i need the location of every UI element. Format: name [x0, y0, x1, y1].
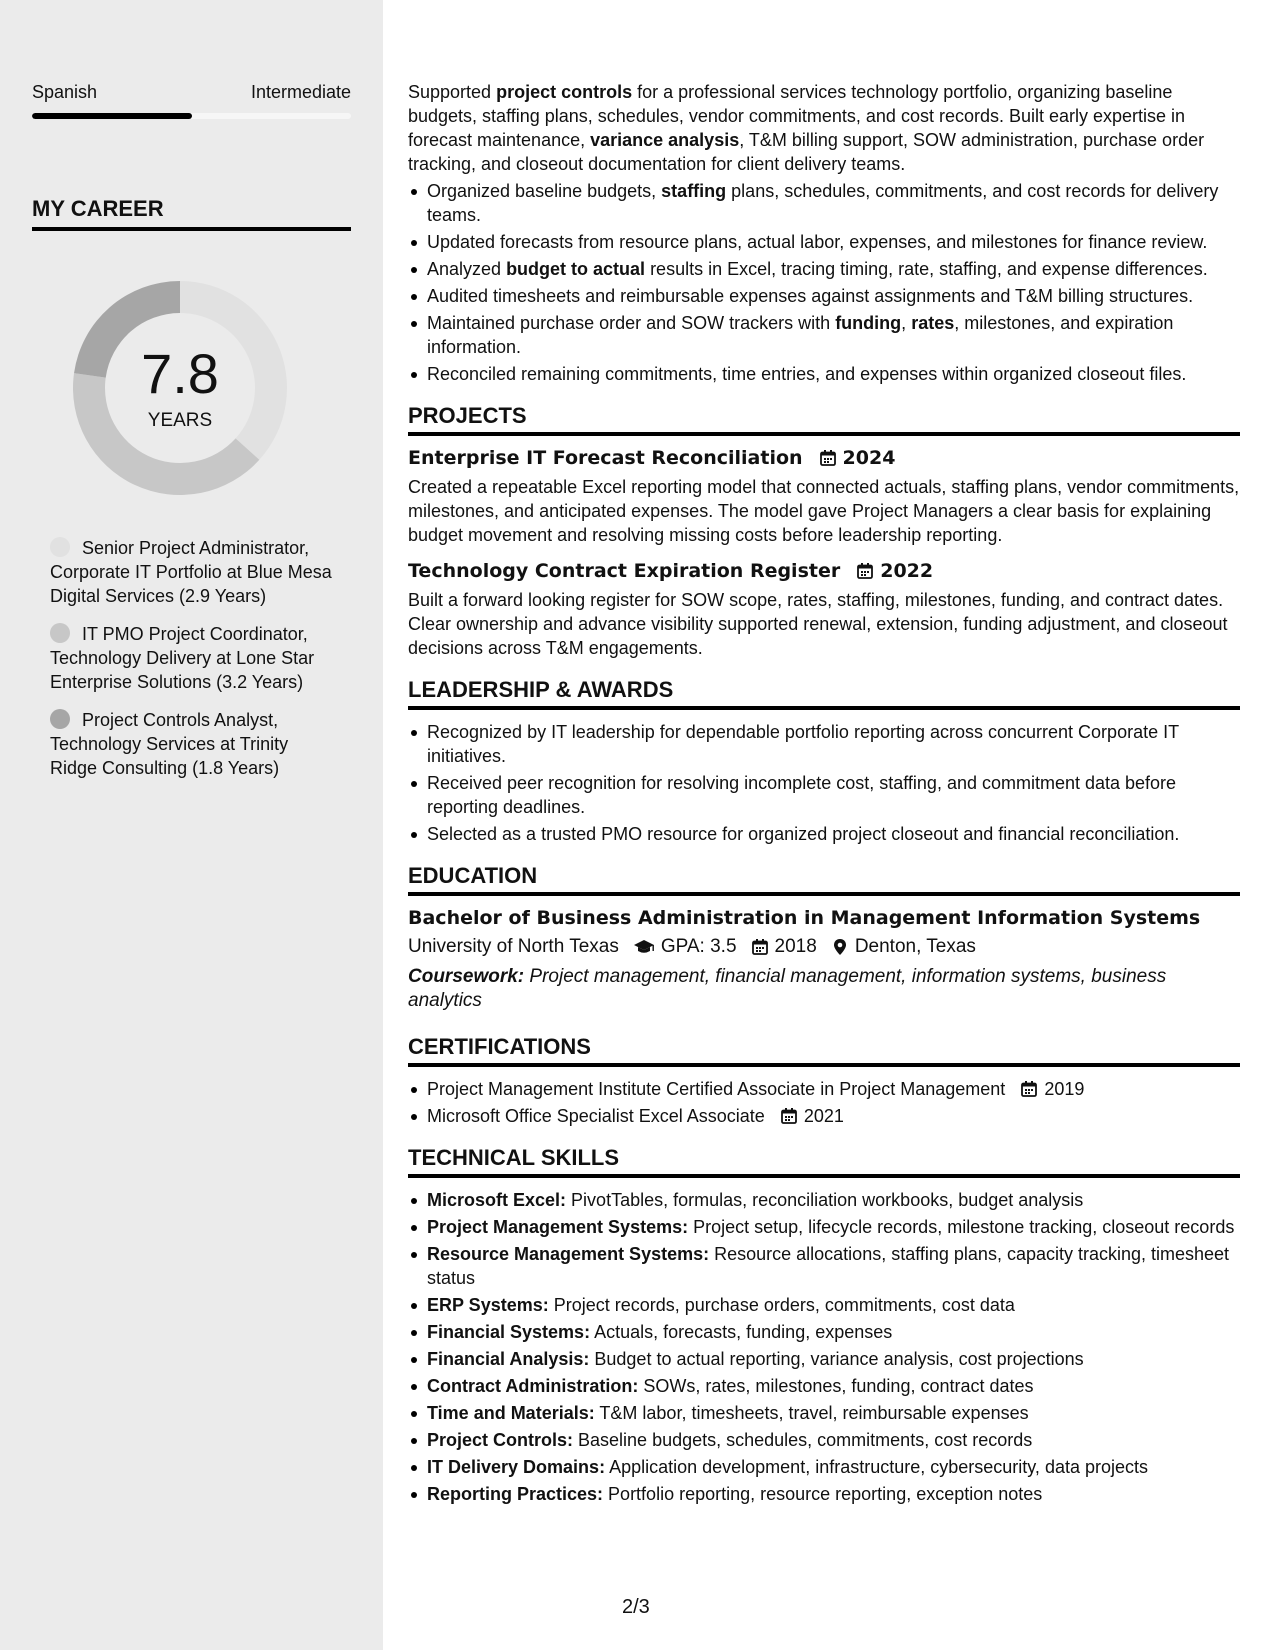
education-section-title: EDUCATION [408, 864, 1240, 896]
career-total-years: 7.8 [141, 342, 219, 405]
legend-dot-icon [50, 623, 70, 643]
project-name: Enterprise IT Forecast Reconciliation [408, 447, 803, 469]
education-meta-row [408, 935, 1240, 959]
skill-label: Reporting Practices: [427, 1484, 604, 1504]
skill-label: Time and Materials: [427, 1403, 595, 1423]
career-item [50, 536, 340, 608]
certification-name: Microsoft Office Specialist Excel Associate [427, 1106, 765, 1126]
skill-item [427, 1482, 1240, 1506]
bullet-text: Maintained purchase order and SOW trackers with [427, 313, 836, 333]
calendar-icon [1020, 1080, 1038, 1098]
language-proficiency-bar [32, 113, 351, 119]
calendar-icon [856, 562, 874, 580]
skill-text: Baseline budgets, schedules, commitments, cost records [573, 1430, 1033, 1450]
career-item-text: IT PMO Project Coordinator, Technology Delivery at Lone Star Enterprise Solutions (3.2 Years) [50, 624, 315, 692]
certification-item [427, 1077, 1240, 1101]
education-year: 2018 [774, 936, 817, 957]
bullet-text: , milestones, and expiration information. [427, 313, 1174, 357]
bullet-text: Reconciled remaining commitments, time entries, and expenses within organized closeout files. [427, 364, 1187, 384]
career-section-title: MY CAREER [32, 196, 164, 221]
skill-item [427, 1320, 1240, 1344]
skill-item [427, 1455, 1240, 1479]
skill-text: Actuals, forecasts, funding, expenses [590, 1322, 893, 1342]
skill-label: Resource Management Systems: [427, 1244, 710, 1264]
summary-bold: project controls [496, 82, 633, 102]
main-content [408, 80, 1240, 1509]
coursework-text: Project management, financial management, information systems, business analytics [408, 966, 1167, 1011]
certification-year: 2021 [803, 1106, 844, 1126]
certification-year: 2019 [1044, 1079, 1085, 1099]
bullet-bold: funding [835, 313, 902, 333]
calendar-icon [780, 1107, 798, 1125]
skill-label: Financial Systems: [427, 1322, 591, 1342]
legend-dot-icon [50, 709, 70, 729]
skill-label: Microsoft Excel: [427, 1190, 567, 1210]
education-school: University of North Texas [408, 936, 619, 957]
sidebar [0, 0, 383, 1650]
summary-bold: variance analysis [590, 130, 740, 150]
skill-text: Project records, purchase orders, commitments, cost data [548, 1295, 1015, 1315]
skill-text: Resource allocations, staffing plans, capacity tracking, timesheet status [427, 1244, 1230, 1288]
leadership-section-title: LEADERSHIP & AWARDS [408, 678, 1240, 710]
calendar-icon [819, 449, 837, 467]
bullet-item [427, 362, 1240, 386]
language-name: Spanish [32, 82, 98, 102]
bullet-item [427, 230, 1240, 254]
project-title-row [408, 446, 1240, 470]
coursework-label: Coursework: [408, 966, 525, 987]
skill-text: Budget to actual reporting, variance analysis, cost projections [589, 1349, 1084, 1369]
skills-list [408, 1188, 1240, 1506]
project-item [408, 446, 1240, 547]
skill-text: T&M labor, timesheets, travel, reimbursable expenses [594, 1403, 1029, 1423]
education-location: Denton, Texas [854, 936, 976, 957]
career-item-text: Project Controls Analyst, Technology Services at Trinity Ridge Consulting (1.8 Years) [50, 710, 289, 778]
skill-label: Contract Administration: [427, 1376, 639, 1396]
bullet-text: Audited timesheets and reimbursable expenses against assignments and T&M billing structures. [427, 286, 1194, 306]
calendar-icon [751, 938, 769, 956]
bullet-item [427, 284, 1240, 308]
skill-label: Financial Analysis: [427, 1349, 590, 1369]
skill-text: Application development, infrastructure, cybersecurity, data projects [605, 1457, 1148, 1477]
skill-text: PivotTables, formulas, reconciliation workbooks, budget analysis [566, 1190, 1084, 1210]
project-year: 2022 [880, 560, 934, 582]
skill-label: Project Management Systems: [427, 1217, 689, 1237]
project-year: 2024 [842, 447, 896, 469]
leadership-item: Recognized by IT leadership for dependable portfolio reporting across concurrent Corporate IT initiatives. [427, 720, 1240, 768]
summary-text: Supported [408, 82, 497, 102]
skill-label: ERP Systems: [427, 1295, 549, 1315]
career-list [50, 536, 340, 794]
skill-text: SOWs, rates, milestones, funding, contract dates [638, 1376, 1034, 1396]
location-pin-icon [831, 938, 849, 956]
summary-text: , T&M billing support, SOW administration, purchase order tracking, and closeout documentation for client delivery teams. [408, 130, 1205, 174]
career-item-text: Senior Project Administrator, Corporate IT Portfolio at Blue Mesa Digital Services (2.9 Years) [50, 538, 332, 606]
skill-label: IT Delivery Domains: [427, 1457, 606, 1477]
leadership-item: Received peer recognition for resolving incomplete cost, staffing, and commitment data before reporting deadlines. [427, 771, 1240, 819]
project-title-row [408, 559, 1240, 583]
summary-paragraph [408, 80, 1240, 176]
certifications-list [408, 1077, 1240, 1128]
language-level: Intermediate [250, 82, 351, 102]
career-years-unit: YEARS [147, 410, 213, 431]
project-item [408, 559, 1240, 660]
experience-bullets [408, 179, 1240, 386]
bullet-text: , [901, 313, 912, 333]
skill-text: Portfolio reporting, resource reporting, exception notes [603, 1484, 1043, 1504]
education-gpa: GPA: 3.5 [660, 936, 737, 957]
leadership-item: Selected as a trusted PMO resource for organized project closeout and financial reconciliation. [427, 822, 1240, 846]
education-degree: Bachelor of Business Administration in Management Information Systems [408, 907, 1201, 929]
bullet-text: Analyzed [427, 259, 507, 279]
certifications-section-title: CERTIFICATIONS [408, 1035, 1240, 1067]
certification-name: Project Management Institute Certified Associate in Project Management [427, 1079, 1006, 1099]
skill-item [427, 1347, 1240, 1371]
skill-item [427, 1215, 1240, 1239]
skill-text: Project setup, lifecycle records, milestone tracking, closeout records [688, 1217, 1235, 1237]
skills-section-title: TECHNICAL SKILLS [408, 1146, 1240, 1178]
certification-item [427, 1104, 1240, 1128]
skill-item [427, 1293, 1240, 1317]
education-coursework [408, 965, 1240, 1013]
bullet-bold: rates [911, 313, 955, 333]
career-item [50, 708, 340, 780]
bullet-item [427, 311, 1240, 359]
bullet-text: Updated forecasts from resource plans, actual labor, expenses, and milestones for finance review. [427, 232, 1208, 252]
language-proficiency-fill [32, 113, 192, 119]
graduation-cap-icon [633, 938, 655, 956]
career-section-rule [32, 227, 351, 231]
project-description: Built a forward looking register for SOW scope, rates, staffing, milestones, funding, and contract dates. Clear ownership and advance visibility supported renewal, extension, funding adjustment, and closeout decisions across T&M engagements. [408, 590, 1228, 658]
bullet-item [427, 179, 1240, 227]
project-name: Technology Contract Expiration Register [408, 560, 841, 582]
career-item [50, 622, 340, 694]
bullet-item [427, 257, 1240, 281]
bullet-bold: staffing [661, 181, 727, 201]
skill-item [427, 1374, 1240, 1398]
skill-item [427, 1401, 1240, 1425]
bullet-text: Organized baseline budgets, [427, 181, 662, 201]
skill-item [427, 1428, 1240, 1452]
skill-item [427, 1242, 1240, 1290]
leadership-list [408, 720, 1240, 846]
page-number: 2/3 [622, 1596, 650, 1618]
summary-text: for a professional services technology portfolio, organizing baseline budgets, staffing plans, schedules, vendor commitments, and cost records. Built early expertise in forecast maintenance, [408, 82, 1186, 150]
skill-item [427, 1188, 1240, 1212]
project-description: Created a repeatable Excel reporting model that connected actuals, staffing plans, vendor commitments, milestones, and anticipated expenses. The model gave Project Managers a clear basis for explaining budget movement and resolving missing costs before leadership reporting. [408, 477, 1240, 545]
bullet-text: results in Excel, tracing timing, rate, staffing, and expense differences. [645, 259, 1208, 279]
skill-label: Project Controls: [427, 1430, 574, 1450]
language-row [32, 82, 351, 103]
projects-section-title: PROJECTS [408, 404, 1240, 436]
bullet-bold: budget to actual [506, 259, 646, 279]
legend-dot-icon [50, 537, 70, 557]
bullet-text: plans, schedules, commitments, and cost records for delivery teams. [427, 181, 1219, 225]
